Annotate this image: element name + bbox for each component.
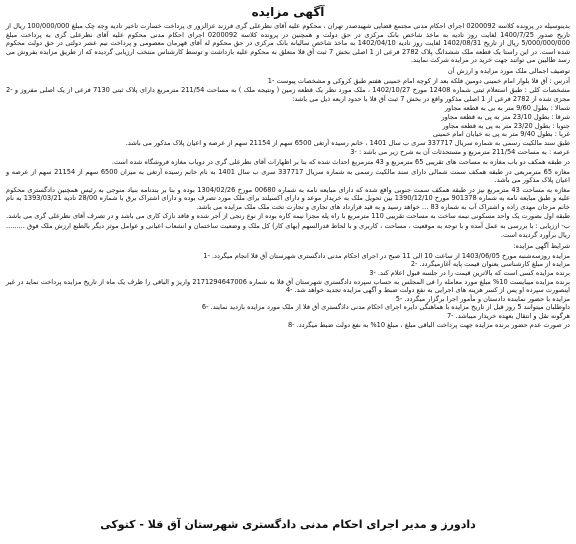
condition-item: مزایده با حضور نماینده دادستان و مأمور اجرا برگزار میگردد. -5 xyxy=(395,294,570,303)
address-paragraph: آدرس : آق قلا بلوار امام خمینی دومین فلکه بعد از کوچه امام خمینی هفتم طبق کروکی و مشخصات پیوست -1 xyxy=(267,76,570,85)
condition-item: در صورت عدم حضور برنده مزایده جهت پرداخت الباقی مبلغ ، مبلغ 10% به نفع دولت ضبط میگردد. -8 xyxy=(287,320,570,329)
valuation-paragraph: ب- ارزیابی : با بررسی به عمل آمده و با توجه به موقعیت ، مساحت ، کاربری و با لحاظ قدرالسهم (بهای کار) کل ملک و وضعیت ساختمان و انشعاب اعیانی و عوامل موثر دیگر بالطبع ارزش ملک فوق ......... ریال برآورد گردیده است. xyxy=(6,222,570,239)
condition-item: برنده مزایده میبایست 10% مبلغ مورد معامله را فی المجلس به حساب سپرده دادگستری شهرستان آق قلا به شماره 2171294647006 واریز و الباقی را ظرف یک ماه از تاریخ مزایده پرداخت نماید در غیر اینصورت سپرده او پس از کسر هزینه های اجرایی به نفع دولت ضبط و آگهی مزایده تجدید خواهد شد. -4 xyxy=(6,277,570,295)
signature-line: دادورز و مدیر اجرای احکام مدنی دادگستری شهرستان آق قلا - کتوکی xyxy=(100,518,476,531)
condition-item: داوطلبان میتوانند 5 روز قبل از تاریخ مزایده با هماهنگی دایره اجرای احکام مدنی دادگستری آق قلا از ملک مورد مزایده بازدید نمایند. -6 xyxy=(201,303,570,312)
condition-item: مزایده از مبلغ کارشناسی بعنوان قیمت پایه آغازمیگردد. -2 xyxy=(410,260,570,269)
upper-floor-paragraph: طبقه اول بصورت یک واحد مسکونی نیمه ساخت به مساحت تقریبی 110 مترمربع با راه پله مجزا نیمه کاره بوده از نوع رنجی از آجر شده و فاقد نازک کاری می باشد و در تصرف آقای نظرعلی گری می باشد. xyxy=(6,212,570,221)
area-paragraph: عرصه : به مساحت 211/54 مترمربع و مستحدثات آن به شرح زیر می باشد : -3 xyxy=(350,148,570,157)
boundaries-list xyxy=(6,104,570,138)
boundary-west: غربا : بطول 9/40 متر به پی به خیابان امام خمینی xyxy=(432,130,570,139)
condition-item: هرگونه نقل و انتقال بعهده خریدار میباشد. -7 xyxy=(446,312,570,320)
shop-north-paragraph: مغازه 65 مترمربعی در طبقه همکف سمت شمالی دارای سند مالکیت رسمی به شماره سریال 337717 سری ب سال 1401 به نام خانم رسیده آرتغی به میزان 6500 سهم از 21154 سهم از عرصه و اعیان پلاک مذکور می باشد. xyxy=(6,167,570,185)
notice-title: آگهی مزایده xyxy=(251,5,325,19)
conditions-heading: شرایط آگهی مزایده: xyxy=(513,242,570,251)
notice-body xyxy=(6,22,570,329)
general-specs-paragraph: مشخصات کلی : طبق استعلام ثبتی شماره 12408 مورخ 1402/10/27 ، ملک مورد نظر یک قطعه زمین ( ونتیجه ملک ) به مساحت 211/54 مترمربع دارای پلاک ثبتی 7130 فرعی از یک اصلی مفروز و -2 مجزی شده از 2782 فرعی از 1 اصلی مذکور واقع در بخش 7 ثبت آق قلا با حدود اربعه ذیل می باشد: xyxy=(6,86,570,103)
condition-item: مزایده روزسه‌شنبه مورخ 1403/06/05 از ساعت 10 الی 11 صبح در اجرای احکام مدنی دادگستری شهرستان آق قلا انجام میگردد. -1 xyxy=(203,251,570,260)
section-heading: توصیف اجمالی ملک مورد مزایده و ارزش آن xyxy=(447,66,570,75)
deed-paragraph: طبق سند مالکیت رسمی به شماره سریال 337717 سری ب سال 1401 ، خانم رسیده آرتغی 6500 سهم از 21154 سهم از عرصه و اعیان پلاک مذکور می باشد. xyxy=(125,138,570,147)
building-paragraph: در طبقه همکف دو باب مغازه به مساحت های تقریبی 65 مترمربع و 43 مترمربع احداث شده که بنا بر اظهارات آقای نظرعلی گری در دوباب مغازه فروشگاه شده است. xyxy=(111,157,570,166)
boundary-south: جنوبا : بطول 23/20 متر به پی به قطعه مجاور xyxy=(442,121,570,130)
boundary-east: شرقا : بطول 23/10 متر به پی به قطعه مجاور xyxy=(441,112,570,121)
intro-paragraph: بدینوسیله در پرونده کلاسه 0200092 اجرای احکام مدنی مجتمع قضایی شهیدصدر تهران ، محکوم علیه آقای نظرعلی گری فرزند عزالزور ی پرداخت خسارت تاخیر تادیه وجه چک مبلغ 100/000/000 ریال از تاریخ صدور 1400/7/25 لغایت روز تادیه به ماخذ شاخص بانک مرکزی در حق دولت و همچنین در پرونده کلاسه 0200092 اجرای احکام مدنی محکوم علیه آقای نظرعلی گری به پرداخت مبلغ 5/000/000/000 ریال از تاریخ 1402/08/31 لغایت روز تادیه 1402/04/10 به ماخذ شاخص سالیانه بانک مرکزی در حق محکوم له آقای قهرمان معصومی و پرداخت نیم عشر دولتی در حق دولت محکوم شده است. در این راستا یک قطعه ملک ششدانگ پلاک 2782 فرعی از 1 اصلی بخش 7 ثبت آق قلا متعلق به محکوم علیه بازداشت و توسط کارشناس منتخب ارزیابی گردیده که از طریق مزایده بفروش می رسد طالبین می توانند جهت خرید در مزایده شرکت نمایند. xyxy=(6,22,570,65)
conditions-list xyxy=(6,252,570,329)
condition-item: برنده مزایده کسی است که بالاترین قیمت را در جلسه قبول اعلام کند. -3 xyxy=(369,269,570,278)
shop-south-paragraph: مغازه به مساحت 43 مترمربع نیز در طبقه همکف سمت جنوبی واقع شده که دارای مبایعه نامه به شماره 00680 مورخ 1304/02/26 بوده و بنا بر بندنامه بنیاد منوجی به رئیس همچنین دادگستری محکوم علیه و طبق مبایعه نامه به شماره 901378 مورخ 1390/12/10 بین تحویل ملک به خریدار موعد و دارای اکسیلتد برای ملک مورد تصرف بوده و دارای اشتراک برق با شماره 28/00 تادیه 1393/03/21 به نام خانم مرجان مهدی زاده و اشتراک آب به شماره 83 ... خواهد رسید و به قید قرارداد های تجاری و تجارت تخت ملک ملک مزایده می باشد. xyxy=(6,185,571,211)
boundary-north: شمالا : بطول 9/60 متر به بی به قطعه مجاور xyxy=(444,104,570,113)
